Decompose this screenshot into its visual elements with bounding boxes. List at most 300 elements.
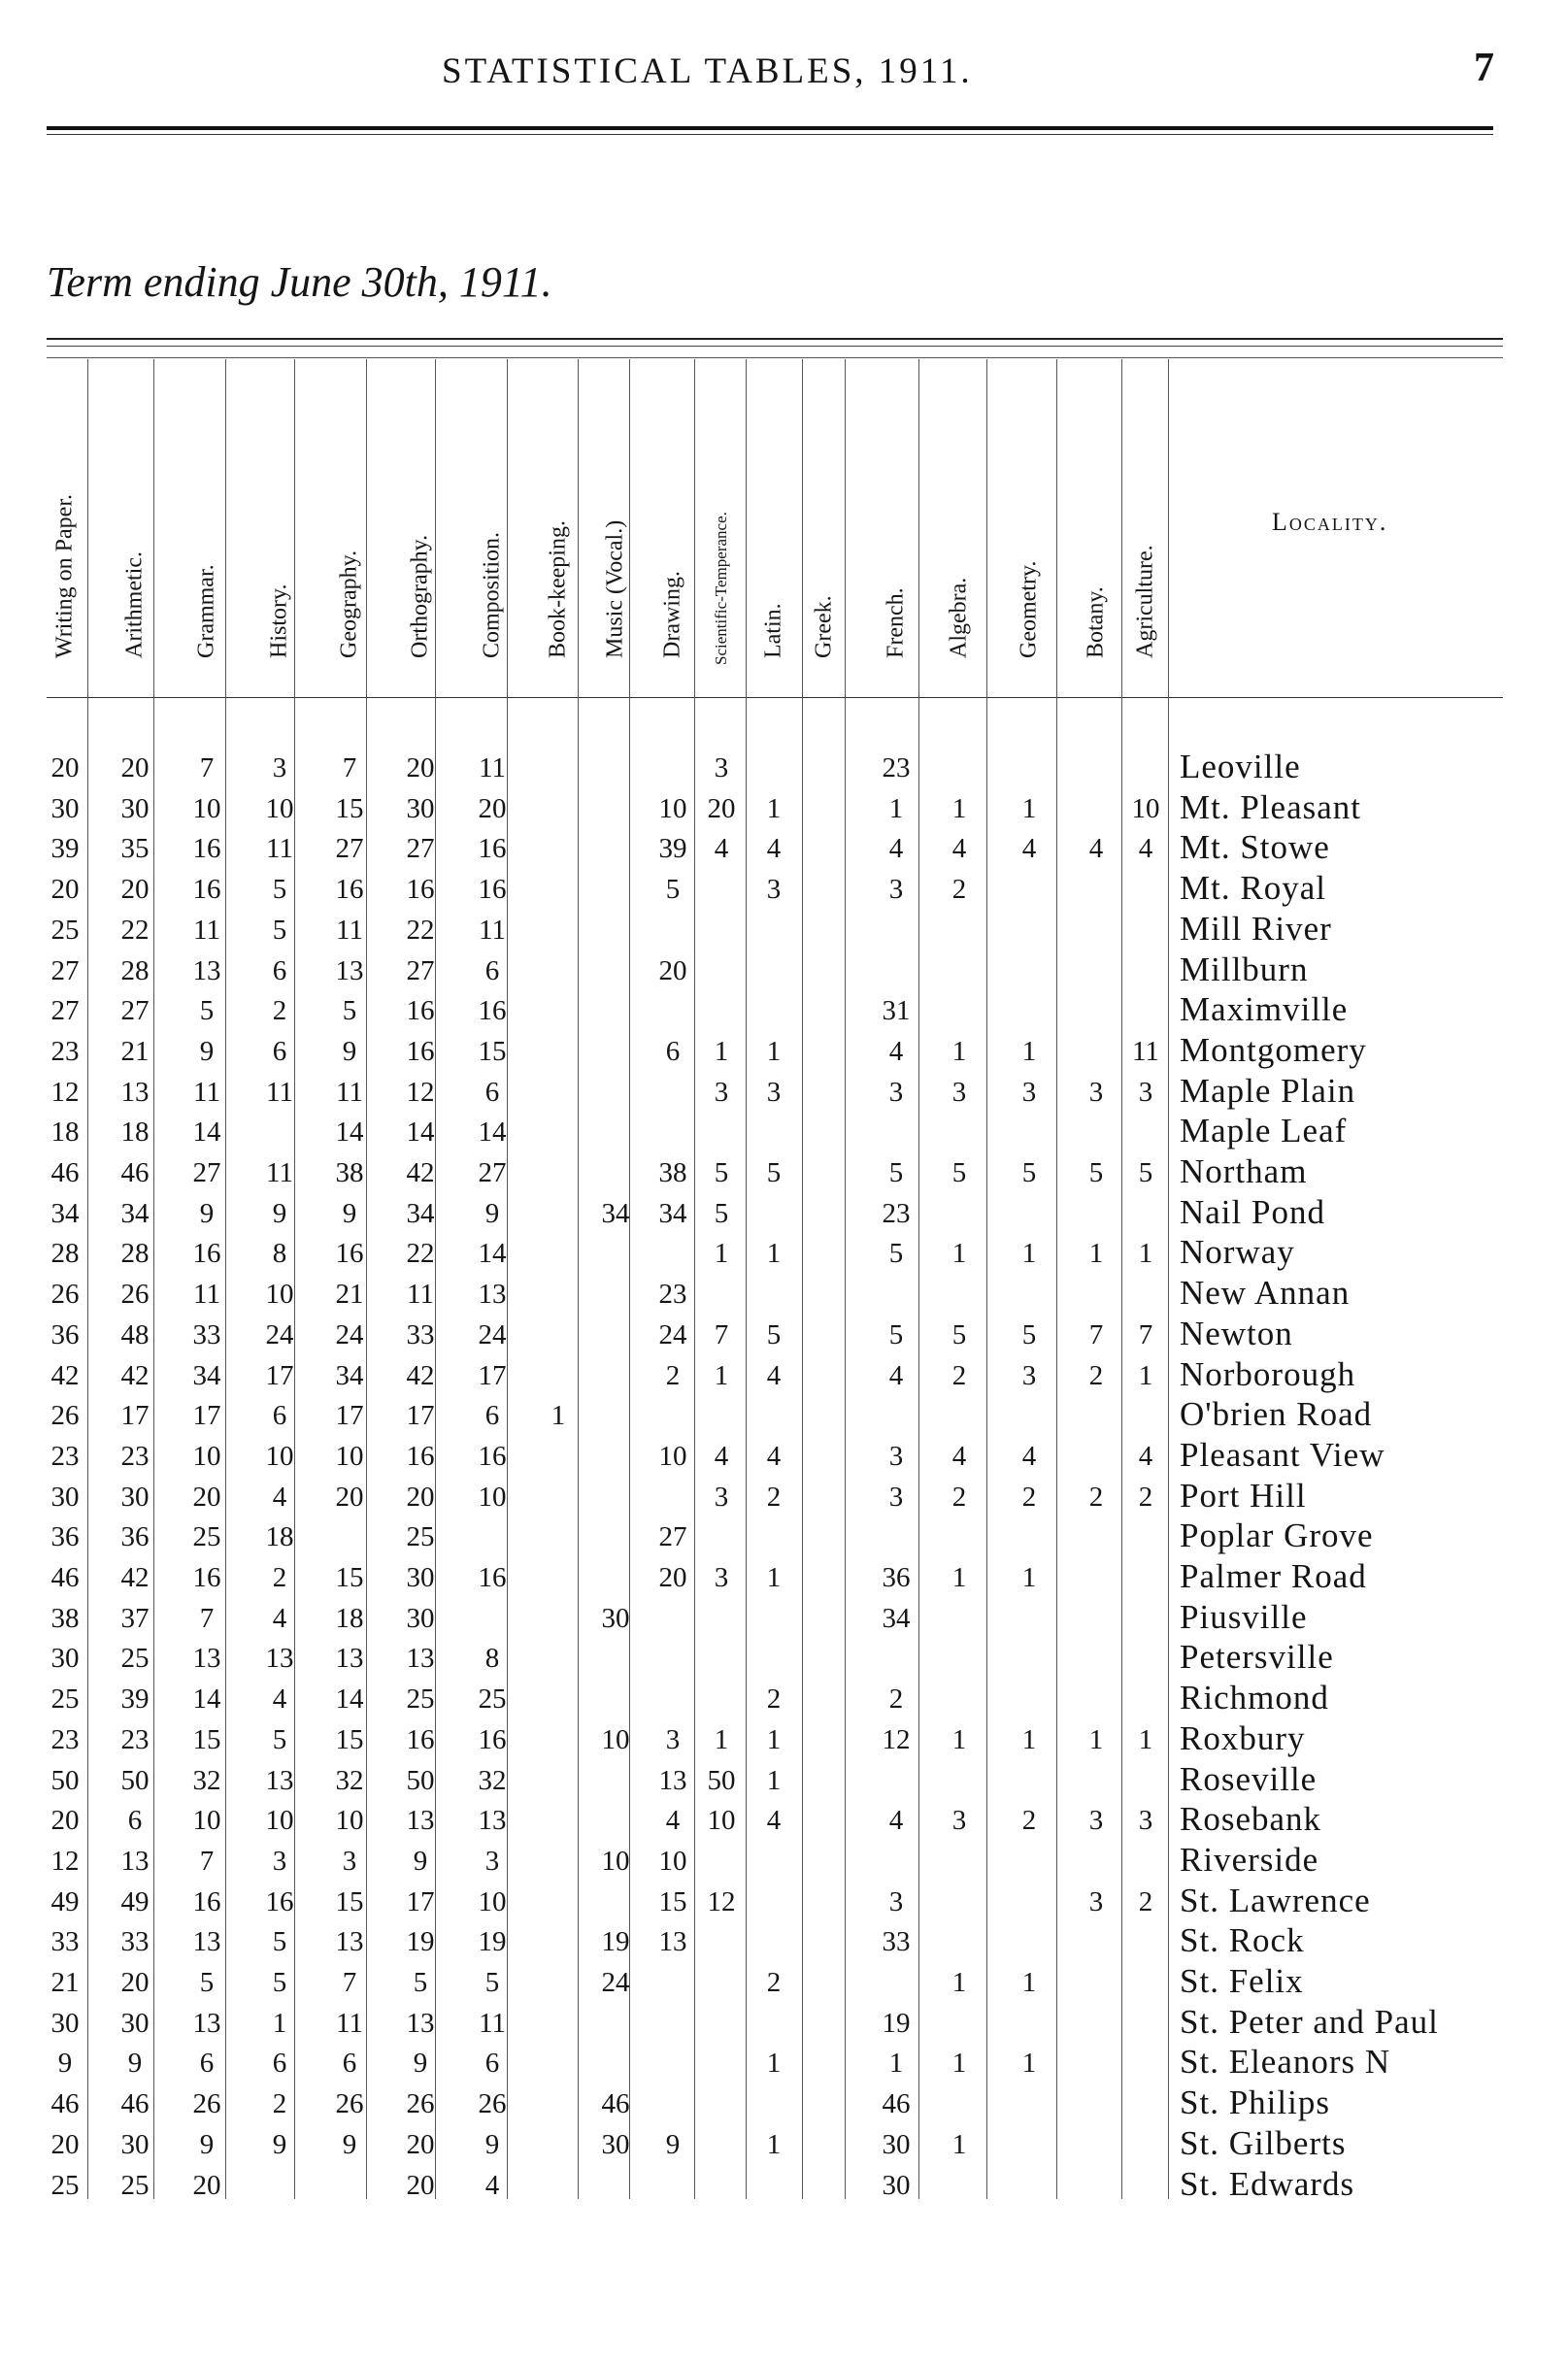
table-cell: 30 bbox=[50, 792, 80, 824]
table-cell: 3 bbox=[1088, 1805, 1104, 1837]
table-cell: 1 bbox=[1138, 1359, 1153, 1391]
table-cell: 48 bbox=[120, 1318, 150, 1350]
table-cell: 3 bbox=[951, 1805, 967, 1837]
table-cell: 10 bbox=[478, 1481, 507, 1513]
table-cell: 19 bbox=[882, 2007, 911, 2039]
table-cell: 2 bbox=[766, 1481, 782, 1513]
locality-name: Port Hill bbox=[1180, 1476, 1307, 1515]
table-cell: 14 bbox=[335, 1683, 364, 1716]
locality-name: Roxbury bbox=[1180, 1718, 1306, 1757]
table-cell: 36 bbox=[50, 1318, 80, 1350]
locality-name: St. Peter and Paul bbox=[1180, 2002, 1439, 2041]
table-cell: 11 bbox=[266, 833, 293, 865]
table-cell: 2 bbox=[1088, 1481, 1104, 1513]
locality-name: Maple Plain bbox=[1180, 1071, 1356, 1110]
table-cell: 9 bbox=[413, 1845, 428, 1877]
locality-name: Leoville bbox=[1180, 748, 1301, 785]
locality-name: Rosebank bbox=[1180, 1800, 1322, 1839]
table-cell: 9 bbox=[272, 1197, 287, 1229]
table-cell: 34 bbox=[335, 1359, 364, 1391]
header-rule bbox=[47, 126, 1493, 130]
table-cell: 27 bbox=[406, 833, 435, 865]
table-cell: 25 bbox=[192, 1521, 221, 1553]
table-cell: 17 bbox=[406, 1400, 435, 1432]
table-cell: 5 bbox=[272, 1723, 287, 1755]
table-cell: 6 bbox=[272, 2048, 287, 2080]
table-cell: 16 bbox=[478, 1723, 507, 1755]
table-cell: 16 bbox=[406, 1035, 435, 1067]
locality-name: Norway bbox=[1180, 1233, 1295, 1272]
table-cell: 30 bbox=[406, 1562, 435, 1593]
table-cell: 34 bbox=[192, 1359, 221, 1391]
table-cell: 9 bbox=[484, 1197, 500, 1229]
table-cell: 5 bbox=[888, 1238, 904, 1270]
table-cell: 10 bbox=[658, 792, 687, 824]
table-cell: 13 bbox=[192, 1643, 221, 1675]
table-cell: 2 bbox=[1088, 1359, 1104, 1391]
locality-name: New Annan bbox=[1180, 1274, 1351, 1313]
table-cell: 16 bbox=[406, 1723, 435, 1755]
table-cell: 1 bbox=[766, 2048, 782, 2080]
table-cell: 10 bbox=[335, 1805, 364, 1837]
table-cell: 5 bbox=[665, 874, 681, 906]
table-cell: 27 bbox=[478, 1157, 507, 1188]
column-header-label: Drawing. bbox=[659, 571, 685, 658]
table-cell: 46 bbox=[50, 2088, 80, 2120]
table-cell: 4 bbox=[1021, 1440, 1037, 1472]
table-cell: 5 bbox=[1021, 1318, 1037, 1350]
table-cell: 4 bbox=[888, 1035, 904, 1067]
table-cell: 30 bbox=[406, 792, 435, 824]
column-header-label: Algebra. bbox=[946, 577, 972, 658]
table-cell: 7 bbox=[342, 1967, 357, 1998]
table-cell: 5 bbox=[951, 1157, 967, 1188]
table-cell: 27 bbox=[50, 995, 80, 1027]
locality-name: Mt. Stowe bbox=[1180, 828, 1330, 867]
table-cell: 11 bbox=[336, 2007, 363, 2039]
locality-name: Mill River bbox=[1180, 909, 1332, 948]
table-cell: 1 bbox=[766, 792, 782, 824]
table-cell: 24 bbox=[478, 1318, 507, 1350]
page-header bbox=[0, 46, 1568, 109]
table-cell: 34 bbox=[120, 1197, 150, 1229]
column-header-label: Book-keeping. bbox=[545, 520, 571, 658]
table-cell: 6 bbox=[342, 2048, 357, 2080]
table-cell: 10 bbox=[192, 1440, 221, 1472]
header-rule-thin bbox=[47, 134, 1493, 135]
table-cell: 46 bbox=[120, 1157, 150, 1188]
table-cell: 1 bbox=[766, 1238, 782, 1270]
table-cell: 7 bbox=[342, 752, 357, 783]
table-cell: 11 bbox=[193, 1279, 220, 1311]
locality-name: O'brien Road bbox=[1180, 1395, 1373, 1434]
table-cell: 5 bbox=[199, 1967, 215, 1998]
table-cell: 18 bbox=[50, 1116, 80, 1149]
table-cell: 4 bbox=[665, 1805, 681, 1837]
table-cell: 5 bbox=[714, 1197, 729, 1229]
table-cell: 19 bbox=[601, 1926, 630, 1958]
table-cell: 24 bbox=[658, 1318, 687, 1350]
table-cell: 1 bbox=[888, 792, 904, 824]
table-cell: 14 bbox=[335, 1116, 364, 1149]
table-cell: 39 bbox=[120, 1683, 150, 1716]
table-cell: 36 bbox=[120, 1521, 150, 1553]
table-cell: 15 bbox=[335, 1885, 364, 1917]
table-cell: 42 bbox=[120, 1359, 150, 1391]
table-cell: 30 bbox=[601, 2128, 630, 2160]
table-cell: 50 bbox=[406, 1764, 435, 1796]
table-cell: 6 bbox=[199, 2048, 215, 2080]
locality-name: Newton bbox=[1180, 1314, 1293, 1352]
table-cell: 4 bbox=[484, 2169, 500, 2201]
table-cell: 16 bbox=[192, 1885, 221, 1917]
table-cell: 1 bbox=[888, 2048, 904, 2080]
table-cell: 20 bbox=[335, 1481, 364, 1513]
table-cell: 6 bbox=[484, 954, 500, 986]
column-header-label: Greek. bbox=[811, 595, 837, 658]
table-cell: 2 bbox=[951, 874, 967, 906]
table-cell: 30 bbox=[120, 2128, 150, 2160]
table-cell: 30 bbox=[882, 2128, 911, 2160]
column-header bbox=[178, 359, 236, 694]
table-cell: 15 bbox=[335, 1562, 364, 1593]
table-cell: 3 bbox=[484, 1845, 500, 1877]
column-header bbox=[795, 359, 853, 694]
table-cell: 1 bbox=[951, 792, 967, 824]
locality-name: Palmer Road bbox=[1180, 1557, 1367, 1595]
table-cell: 46 bbox=[120, 2088, 150, 2120]
table-cell: 13 bbox=[335, 1643, 364, 1675]
table-cell: 13 bbox=[265, 1643, 294, 1675]
column-header bbox=[463, 359, 521, 694]
table-cell: 9 bbox=[272, 2128, 287, 2160]
column-header bbox=[320, 359, 379, 694]
table-cell: 11 bbox=[479, 914, 506, 946]
table-cell: 25 bbox=[120, 2169, 150, 2201]
table-cell: 3 bbox=[714, 1562, 729, 1593]
table-cell: 1 bbox=[951, 1967, 967, 1998]
table-cell: 5 bbox=[272, 914, 287, 946]
table-cell: 1 bbox=[1088, 1723, 1104, 1755]
table-cell: 9 bbox=[413, 2048, 428, 2080]
table-cell: 9 bbox=[57, 2048, 73, 2080]
table-cell: 4 bbox=[272, 1683, 287, 1716]
table-cell: 50 bbox=[120, 1764, 150, 1796]
table-cell: 13 bbox=[335, 1926, 364, 1958]
table-cell: 9 bbox=[199, 2128, 215, 2160]
table-cell: 2 bbox=[272, 1562, 287, 1593]
table-cell: 1 bbox=[766, 2128, 782, 2160]
table-cell: 4 bbox=[766, 1805, 782, 1837]
table-cell: 46 bbox=[601, 2088, 630, 2120]
table-cell: 1 bbox=[714, 1238, 729, 1270]
column-header bbox=[250, 359, 309, 694]
table-cell: 3 bbox=[888, 1885, 904, 1917]
table-cell: 16 bbox=[478, 1562, 507, 1593]
table-cell: 42 bbox=[120, 1562, 150, 1593]
table-cell: 1 bbox=[714, 1723, 729, 1755]
table-cell: 3 bbox=[1088, 1076, 1104, 1108]
column-header bbox=[692, 359, 751, 694]
column-header-label: Agriculture. bbox=[1132, 545, 1158, 658]
table-cell: 27 bbox=[406, 954, 435, 986]
table-cell: 20 bbox=[406, 2169, 435, 2201]
table-cell: 6 bbox=[272, 1035, 287, 1067]
table-cell: 34 bbox=[50, 1197, 80, 1229]
table-cell: 10 bbox=[658, 1440, 687, 1472]
table-cell: 5 bbox=[951, 1318, 967, 1350]
table-cell: 4 bbox=[1138, 1440, 1153, 1472]
locality-name: St. Philips bbox=[1180, 2083, 1330, 2122]
table-cell: 33 bbox=[120, 1926, 150, 1958]
table-cell: 20 bbox=[50, 752, 80, 783]
table-cell: 13 bbox=[192, 1926, 221, 1958]
table-cell: 5 bbox=[888, 1157, 904, 1188]
table-cell: 3 bbox=[272, 752, 287, 783]
table-cell: 10 bbox=[1131, 792, 1160, 824]
column-header bbox=[36, 359, 94, 694]
table-cell: 13 bbox=[478, 1805, 507, 1837]
table-cell: 5 bbox=[766, 1318, 782, 1350]
page-number: 7 bbox=[1474, 46, 1494, 90]
table-cell: 25 bbox=[406, 1683, 435, 1716]
table-cell: 38 bbox=[335, 1157, 364, 1188]
table-cell: 37 bbox=[120, 1602, 150, 1634]
table-cell: 42 bbox=[406, 1157, 435, 1188]
table-cell: 5 bbox=[1138, 1157, 1153, 1188]
table-cell: 2 bbox=[888, 1683, 904, 1716]
table-cell: 17 bbox=[265, 1359, 294, 1391]
locality-name: St. Lawrence bbox=[1180, 1881, 1371, 1919]
table-cell: 11 bbox=[1132, 1035, 1159, 1067]
table-cell: 20 bbox=[120, 752, 150, 783]
table-cell: 35 bbox=[120, 833, 150, 865]
table-header-bottom-rule bbox=[47, 697, 1503, 698]
table-cell: 21 bbox=[50, 1967, 80, 1998]
table-cell: 4 bbox=[272, 1481, 287, 1513]
table-cell: 30 bbox=[882, 2169, 911, 2201]
table-cell: 10 bbox=[335, 1440, 364, 1472]
table-cell: 26 bbox=[192, 2088, 221, 2120]
locality-name: Riverside bbox=[1180, 1840, 1319, 1879]
table-cell: 23 bbox=[120, 1723, 150, 1755]
table-cell: 11 bbox=[479, 2007, 506, 2039]
table-cell: 25 bbox=[406, 1521, 435, 1553]
table-cell: 5 bbox=[342, 995, 357, 1027]
table-cell: 2 bbox=[1021, 1481, 1037, 1513]
table-cell: 46 bbox=[882, 2088, 911, 2120]
table-cell: 34 bbox=[658, 1197, 687, 1229]
column-header bbox=[1000, 359, 1058, 694]
table-cell: 1 bbox=[1021, 1035, 1037, 1067]
table-cell: 39 bbox=[50, 833, 80, 865]
table-cell: 11 bbox=[479, 752, 506, 783]
table-cell: 10 bbox=[658, 1845, 687, 1877]
table-cell: 21 bbox=[335, 1279, 364, 1311]
table-cell: 3 bbox=[766, 874, 782, 906]
table-cell: 8 bbox=[484, 1643, 500, 1675]
table-cell: 4 bbox=[951, 1440, 967, 1472]
table-cell: 1 bbox=[951, 2048, 967, 2080]
table-cell: 18 bbox=[120, 1116, 150, 1149]
table-cell: 3 bbox=[766, 1076, 782, 1108]
table-cell: 25 bbox=[120, 1643, 150, 1675]
table-cell: 6 bbox=[127, 1805, 143, 1837]
table-cell: 11 bbox=[266, 1157, 293, 1188]
table-cell: 4 bbox=[714, 833, 729, 865]
table-cell: 9 bbox=[199, 1035, 215, 1067]
table-cell: 10 bbox=[192, 792, 221, 824]
table-cell: 26 bbox=[406, 2088, 435, 2120]
table-cell: 21 bbox=[120, 1035, 150, 1067]
table-cell: 13 bbox=[335, 954, 364, 986]
table-cell: 33 bbox=[882, 1926, 911, 1958]
table-cell: 30 bbox=[120, 2007, 150, 2039]
table-cell: 16 bbox=[192, 874, 221, 906]
table-cell: 14 bbox=[478, 1116, 507, 1149]
table-cell: 25 bbox=[478, 1683, 507, 1716]
table-cell: 13 bbox=[120, 1076, 150, 1108]
table-cell: 17 bbox=[335, 1400, 364, 1432]
table-cell: 11 bbox=[266, 1076, 293, 1108]
column-header-label: Geometry. bbox=[1016, 560, 1042, 658]
table-cell: 13 bbox=[265, 1764, 294, 1796]
table-cell: 11 bbox=[193, 914, 220, 946]
column-header-label: Scientific-Temperance. bbox=[712, 512, 730, 665]
table-cell: 30 bbox=[50, 1643, 80, 1675]
table-cell: 16 bbox=[406, 874, 435, 906]
table-cell: 1 bbox=[550, 1400, 566, 1432]
table-cell: 4 bbox=[1088, 833, 1104, 865]
table-cell: 1 bbox=[766, 1035, 782, 1067]
table-cell: 3 bbox=[714, 1481, 729, 1513]
locality-name: Northam bbox=[1180, 1152, 1308, 1190]
table-cell: 12 bbox=[707, 1885, 736, 1917]
table-cell: 16 bbox=[478, 1440, 507, 1472]
table-cell: 34 bbox=[601, 1197, 630, 1229]
table-cell: 9 bbox=[342, 2128, 357, 2160]
locality-name: Nail Pond bbox=[1180, 1192, 1325, 1231]
table-cell: 2 bbox=[1138, 1481, 1153, 1513]
table-cell: 15 bbox=[192, 1723, 221, 1755]
table-cell: 5 bbox=[766, 1157, 782, 1188]
table-cell: 26 bbox=[50, 1279, 80, 1311]
table-cell: 2 bbox=[1021, 1805, 1037, 1837]
table-cell: 9 bbox=[342, 1197, 357, 1229]
column-header-label: Geography. bbox=[336, 550, 362, 658]
table-cell: 30 bbox=[120, 1481, 150, 1513]
table-cell: 34 bbox=[406, 1197, 435, 1229]
table-cell: 20 bbox=[658, 1562, 687, 1593]
table-cell: 7 bbox=[199, 1845, 215, 1877]
table-cell: 50 bbox=[707, 1764, 736, 1796]
table-cell: 49 bbox=[120, 1885, 150, 1917]
locality-column-header: Locality. bbox=[1272, 508, 1388, 536]
column-header-label: Music (Vocal.) bbox=[602, 519, 628, 658]
table-cell: 4 bbox=[272, 1602, 287, 1634]
table-cell: 19 bbox=[406, 1926, 435, 1958]
table-cell: 33 bbox=[192, 1318, 221, 1350]
table-cell: 7 bbox=[1088, 1318, 1104, 1350]
table-cell: 22 bbox=[406, 914, 435, 946]
locality-name: Poplar Grove bbox=[1180, 1516, 1374, 1555]
table-cell: 1 bbox=[1021, 1562, 1037, 1593]
table-cell: 36 bbox=[50, 1521, 80, 1553]
table-cell: 13 bbox=[192, 954, 221, 986]
table-cell: 5 bbox=[199, 995, 215, 1027]
table-cell: 7 bbox=[714, 1318, 729, 1350]
column-header bbox=[930, 359, 988, 694]
page-title: STATISTICAL TABLES, 1911. bbox=[442, 51, 973, 91]
table-cell: 9 bbox=[484, 2128, 500, 2160]
locality-name: Mt. Royal bbox=[1180, 869, 1326, 908]
table-cell: 1 bbox=[1021, 1967, 1037, 1998]
table-cell: 1 bbox=[766, 1562, 782, 1593]
table-cell: 7 bbox=[199, 752, 215, 783]
table-cell: 32 bbox=[192, 1764, 221, 1796]
column-header-label: Grammar. bbox=[193, 564, 219, 658]
column-header bbox=[586, 359, 645, 694]
locality-name: Pleasant View bbox=[1180, 1435, 1385, 1474]
table-cell: 1 bbox=[1021, 2048, 1037, 2080]
table-cell: 23 bbox=[50, 1035, 80, 1067]
table-cell: 20 bbox=[50, 1805, 80, 1837]
table-cell: 14 bbox=[406, 1116, 435, 1149]
table-cell: 3 bbox=[888, 1076, 904, 1108]
table-cell: 16 bbox=[478, 874, 507, 906]
table-cell: 10 bbox=[265, 1279, 294, 1311]
table-cell: 16 bbox=[406, 995, 435, 1027]
locality-name: Piusville bbox=[1180, 1597, 1308, 1636]
table-cell: 26 bbox=[50, 1400, 80, 1432]
table-cell: 20 bbox=[192, 1481, 221, 1513]
table-cell: 16 bbox=[192, 1562, 221, 1593]
table-cell: 25 bbox=[50, 914, 80, 946]
table-cell: 9 bbox=[199, 1197, 215, 1229]
table-cell: 4 bbox=[766, 833, 782, 865]
column-header bbox=[745, 359, 803, 694]
table-cell: 3 bbox=[888, 1440, 904, 1472]
locality-name: Richmond bbox=[1180, 1679, 1329, 1717]
table-cell: 3 bbox=[714, 1076, 729, 1108]
locality-name: St. Eleanors N bbox=[1180, 2043, 1391, 2082]
column-header bbox=[106, 359, 164, 694]
table-cell: 28 bbox=[120, 1238, 150, 1270]
table-cell: 1 bbox=[951, 1238, 967, 1270]
table-cell: 5 bbox=[413, 1967, 428, 1998]
table-cell: 12 bbox=[882, 1723, 911, 1755]
table-cell: 1 bbox=[1021, 1723, 1037, 1755]
table-cell: 20 bbox=[478, 792, 507, 824]
table-cell: 3 bbox=[1021, 1076, 1037, 1108]
table-cell: 2 bbox=[766, 1683, 782, 1716]
table-cell: 23 bbox=[658, 1279, 687, 1311]
table-cell: 3 bbox=[1138, 1805, 1153, 1837]
table-cell: 20 bbox=[707, 792, 736, 824]
table-cell: 4 bbox=[766, 1440, 782, 1472]
table-cell: 17 bbox=[192, 1400, 221, 1432]
table-cell: 16 bbox=[478, 833, 507, 865]
table-cell: 4 bbox=[1138, 833, 1153, 865]
table-cell: 5 bbox=[1021, 1157, 1037, 1188]
table-cell: 22 bbox=[120, 914, 150, 946]
table-cell: 2 bbox=[272, 2088, 287, 2120]
table-cell: 1 bbox=[766, 1723, 782, 1755]
table-cell: 15 bbox=[658, 1885, 687, 1917]
table-cell: 15 bbox=[478, 1035, 507, 1067]
table-cell: 12 bbox=[50, 1845, 80, 1877]
table-cell: 5 bbox=[272, 1926, 287, 1958]
